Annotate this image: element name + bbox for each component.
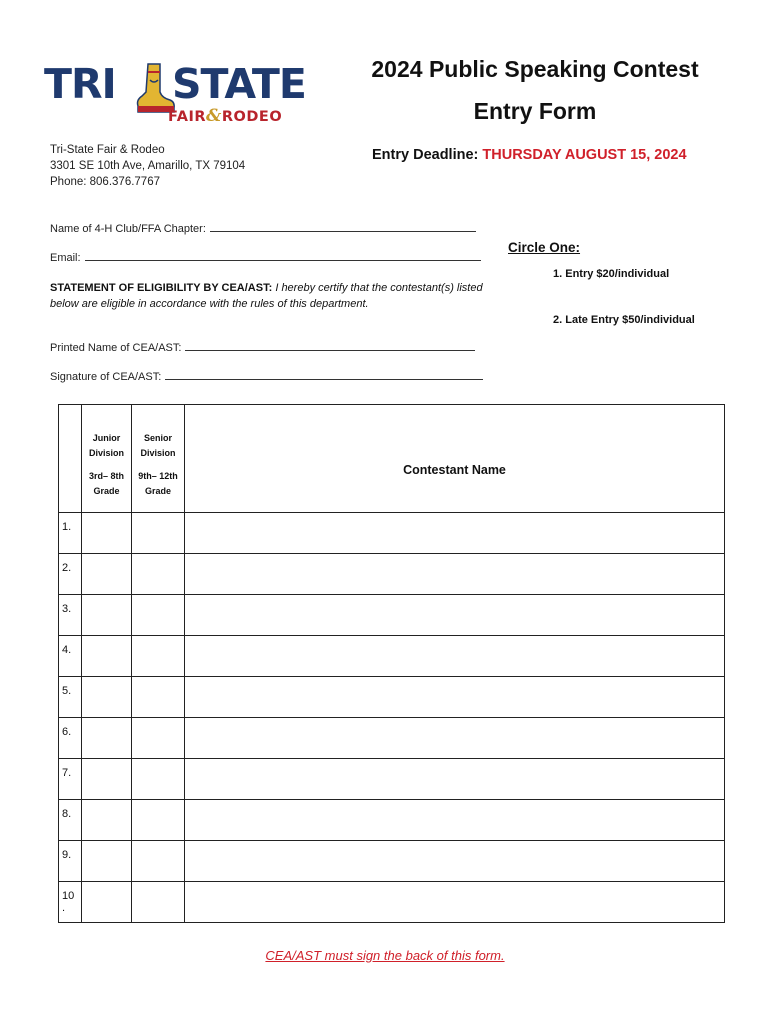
senior-division-header bbox=[132, 405, 185, 513]
organization-address: 3301 SE 10th Ave, Amarillo, TX 79104 bbox=[50, 160, 246, 172]
chapter-field bbox=[50, 222, 476, 235]
junior-division-cell[interactable] bbox=[82, 513, 132, 554]
junior-grade-1: 3rd– 8th bbox=[88, 471, 124, 481]
table-row bbox=[59, 882, 725, 923]
table-row bbox=[59, 759, 725, 800]
printed-name-input-line[interactable] bbox=[185, 341, 475, 351]
senior-division-cell[interactable] bbox=[132, 759, 185, 800]
row-number: 1. bbox=[59, 513, 82, 554]
table-row bbox=[59, 636, 725, 677]
table-row bbox=[59, 841, 725, 882]
row-number: 5. bbox=[59, 677, 82, 718]
logo-subtitle bbox=[168, 106, 282, 126]
senior-division-cell[interactable] bbox=[132, 636, 185, 677]
row-number: 6. bbox=[59, 718, 82, 759]
table-row bbox=[59, 513, 725, 554]
circle-one-heading: Circle One: bbox=[508, 240, 581, 255]
row-number-header bbox=[59, 405, 82, 513]
senior-label-1: Senior bbox=[143, 433, 172, 443]
chapter-label: Name of 4-H Club/FFA Chapter: bbox=[50, 223, 206, 235]
row-number: 9. bbox=[59, 841, 82, 882]
statement-heading: STATEMENT OF ELIGIBILITY BY CEA/AST: bbox=[50, 282, 273, 294]
table-row bbox=[59, 677, 725, 718]
contestant-name-cell[interactable] bbox=[185, 554, 725, 595]
junior-division-cell[interactable] bbox=[82, 759, 132, 800]
email-field bbox=[50, 251, 481, 264]
junior-division-cell[interactable] bbox=[82, 677, 132, 718]
form-subtitle: Entry Form bbox=[473, 98, 597, 124]
deadline-value: THURSDAY AUGUST 15, 2024 bbox=[482, 147, 687, 163]
logo-rodeo: RODEO bbox=[221, 109, 283, 125]
contestant-name-cell[interactable] bbox=[185, 513, 725, 554]
table-row bbox=[59, 595, 725, 636]
printed-name-field bbox=[50, 341, 475, 354]
junior-division-cell[interactable] bbox=[82, 800, 132, 841]
table-row bbox=[59, 718, 725, 759]
senior-division-cell[interactable] bbox=[132, 800, 185, 841]
organization-address-block bbox=[50, 142, 245, 190]
senior-division-cell[interactable] bbox=[132, 595, 185, 636]
junior-label-2: Division bbox=[88, 448, 124, 458]
table-header-row bbox=[59, 405, 725, 513]
email-input-line[interactable] bbox=[85, 251, 481, 261]
junior-division-cell[interactable] bbox=[82, 882, 132, 923]
junior-division-cell[interactable] bbox=[82, 718, 132, 759]
entry-option-late[interactable]: 2. Late Entry $50/individual bbox=[553, 314, 695, 326]
senior-division-cell[interactable] bbox=[132, 554, 185, 595]
row-number: 7. bbox=[59, 759, 82, 800]
signature-field bbox=[50, 370, 483, 383]
email-label: Email: bbox=[50, 252, 81, 264]
senior-label-2: Division bbox=[140, 448, 176, 458]
junior-division-cell[interactable] bbox=[82, 841, 132, 882]
contestant-name-cell[interactable] bbox=[185, 759, 725, 800]
junior-division-cell[interactable] bbox=[82, 554, 132, 595]
senior-division-cell[interactable] bbox=[132, 677, 185, 718]
tri-state-logo bbox=[44, 60, 306, 132]
contestant-name-cell[interactable] bbox=[185, 882, 725, 923]
senior-grade-2: Grade bbox=[144, 486, 171, 496]
printed-name-label: Printed Name of CEA/AST: bbox=[50, 342, 182, 354]
logo-text-state: STATE bbox=[172, 60, 306, 108]
logo-text-tri: TRI bbox=[44, 60, 116, 108]
contestant-name-cell[interactable] bbox=[185, 595, 725, 636]
row-number: 4. bbox=[59, 636, 82, 677]
table-row bbox=[59, 800, 725, 841]
junior-grade-2: Grade bbox=[93, 486, 120, 496]
contestant-name-cell[interactable] bbox=[185, 718, 725, 759]
contestant-name-cell[interactable] bbox=[185, 677, 725, 718]
senior-division-cell[interactable] bbox=[132, 882, 185, 923]
contestant-name-cell[interactable] bbox=[185, 800, 725, 841]
table-row bbox=[59, 554, 725, 595]
row-number: 3. bbox=[59, 595, 82, 636]
signature-input-line[interactable] bbox=[165, 370, 483, 380]
junior-label-1: Junior bbox=[92, 433, 121, 443]
row-number: 2. bbox=[59, 554, 82, 595]
signature-label: Signature of CEA/AST: bbox=[50, 371, 162, 383]
eligibility-statement bbox=[50, 280, 500, 312]
organization-phone: Phone: 806.376.7767 bbox=[50, 176, 160, 188]
logo-fair: FAIR bbox=[168, 109, 207, 125]
form-title: 2024 Public Speaking Contest bbox=[371, 56, 699, 82]
row-number: 8. bbox=[59, 800, 82, 841]
senior-division-cell[interactable] bbox=[132, 718, 185, 759]
statement-text: I hereby certify that the contestant(s) listed below are eligible in accordance with the rules of this department. bbox=[50, 282, 483, 310]
entry-option-regular[interactable]: 1. Entry $20/individual bbox=[553, 268, 670, 280]
organization-name: Tri-State Fair & Rodeo bbox=[50, 144, 165, 156]
senior-division-cell[interactable] bbox=[132, 841, 185, 882]
deadline-label: Entry Deadline: bbox=[372, 147, 479, 163]
contestant-name-header: Contestant Name bbox=[185, 405, 725, 513]
contestant-name-cell[interactable] bbox=[185, 636, 725, 677]
senior-division-cell[interactable] bbox=[132, 513, 185, 554]
junior-division-cell[interactable] bbox=[82, 636, 132, 677]
junior-division-header bbox=[82, 405, 132, 513]
junior-division-cell[interactable] bbox=[82, 595, 132, 636]
entry-deadline bbox=[372, 147, 687, 163]
senior-grade-1: 9th– 12th bbox=[138, 471, 178, 481]
logo-ampersand: & bbox=[206, 106, 222, 126]
contestant-table bbox=[58, 404, 725, 923]
contestant-name-cell[interactable] bbox=[185, 841, 725, 882]
footer-note: CEA/AST must sign the back of this form. bbox=[265, 948, 505, 963]
row-number: 10 . bbox=[59, 882, 82, 923]
chapter-input-line[interactable] bbox=[210, 222, 476, 232]
